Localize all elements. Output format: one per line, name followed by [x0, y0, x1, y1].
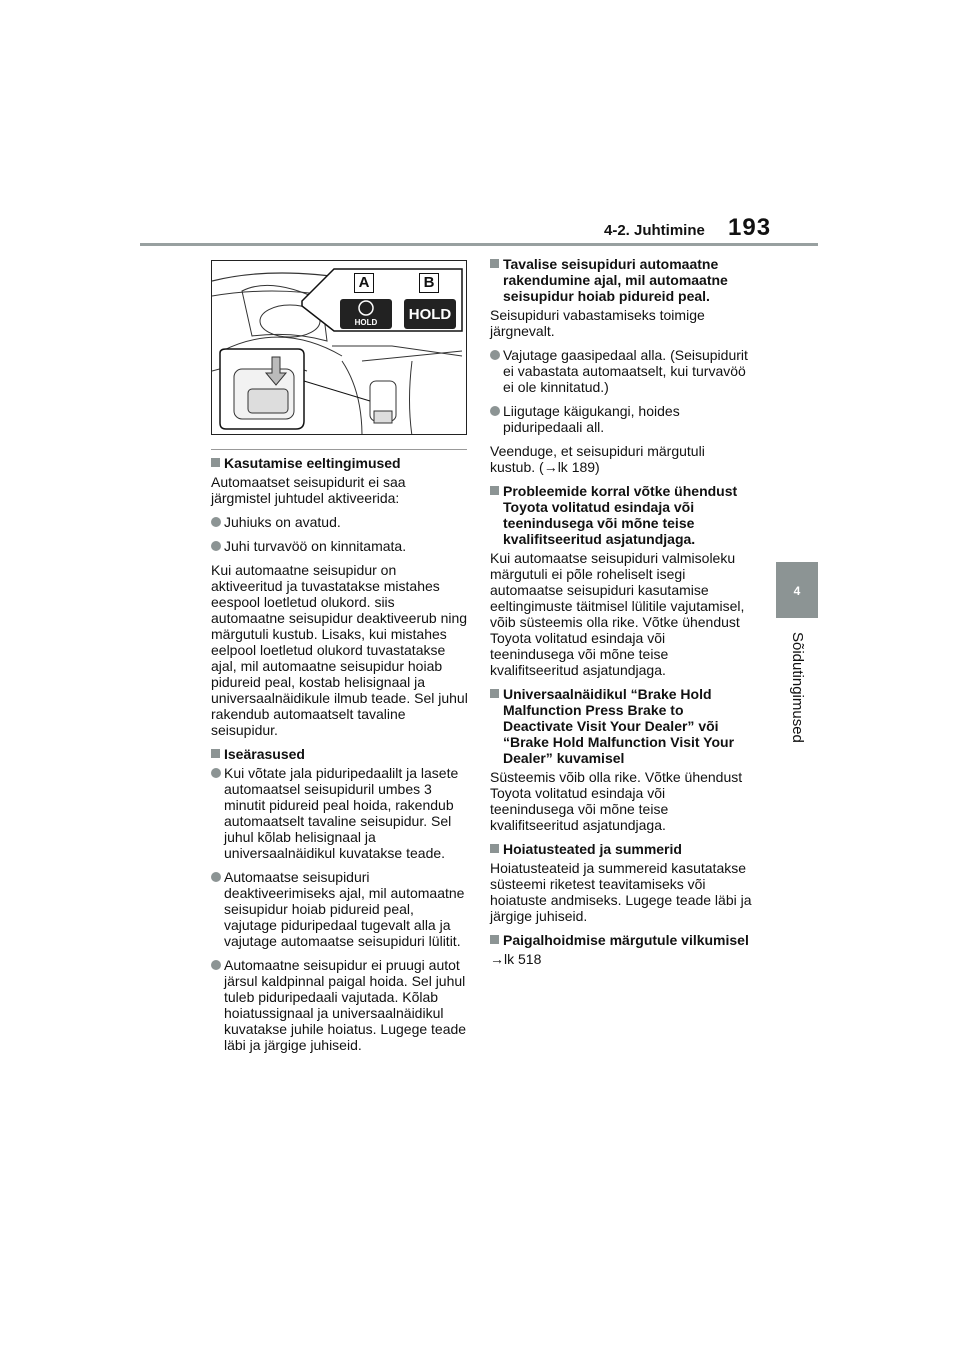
- paragraph: Hoiatusteateid ja summereid kasutatakse süsteemi riketest teavitamiseks või hoiatuste andmiseks. Lugege teade läbi ja järgige juhiseid.: [490, 860, 752, 924]
- heading-indicator-flashing: [490, 932, 752, 948]
- heading-prerequisites: [211, 455, 469, 471]
- paragraph: Kui automaatse seisupiduri valmisoleku märgutuli ei põle roheliselt isegi automaatse seisupiduri kasutamise eeltingimuste täitmisel lülitile vajutamisel, võib süsteemis olla rike. Võtke ühendust Toyota volitatud esindaja või teenindusega või mõne teise kvalifitseeritud asjatundjaga.: [490, 550, 745, 678]
- page-number: 193: [728, 214, 772, 241]
- bullet-text: Kui võtate jala piduripedaalilt ja lasete automaatsel seisupiduril umbes 3 minutit pidureid peal hoida, rakendub automaatselt tavaline seisupidur. Sel juhul kõlab helisignaal ja universaalnäidikul kuvatakse teade.: [224, 765, 459, 861]
- paragraph: Süsteemis võib olla rike. Võtke ühendust Toyota volitatud esindaja või teenindusega või mõne teise kvalifitseeritud asjatundjaga.: [490, 769, 743, 833]
- heading-text: Universaalnäidikul “Brake Hold Malfunction Press Brake to Deactivate Visit Your Dealer” või “Brake Hold Malfunction Visit Your Dealer” kuvamisel: [503, 686, 735, 766]
- label-b: B: [419, 273, 439, 293]
- paragraph: Seisupiduri vabastamiseks toimige järgnevalt.: [490, 307, 705, 339]
- bullet-item: [211, 538, 469, 554]
- heading-warnings: [490, 841, 752, 857]
- heading-text: Paigalhoidmise märgutule vilkumisel: [503, 932, 749, 948]
- paragraph: Automaatset seisupidurit ei saa järgmistel juhtudel aktiveerida:: [211, 474, 406, 506]
- page-reference: →lk 518: [490, 951, 542, 967]
- bullet-icon: [490, 350, 500, 360]
- section-title: 4-2. Juhtimine: [604, 222, 705, 239]
- bullet-item: [490, 403, 752, 435]
- right-column: [490, 256, 752, 975]
- bullet-item: [211, 957, 469, 1053]
- heading-text: Hoiatusteated ja summerid: [503, 841, 682, 857]
- bullet-icon: [211, 541, 221, 551]
- heading-malfunction-message: [490, 686, 752, 766]
- heading-text: Iseärasused: [224, 746, 305, 762]
- bullet-text: Liigutage käigukangi, hoides piduripedaali all.: [503, 403, 680, 435]
- brake-hold-illustration: [211, 260, 467, 435]
- bullet-item: [211, 765, 469, 861]
- hold-button-a: HOLD: [354, 318, 378, 327]
- chapter-label: Sõidutingimused: [789, 632, 806, 743]
- paragraph: Kui automaatne seisupidur on aktiveeritud ja tuvastatakse mistahes eespool loetletud olukord. siis automaatne seisupidur deaktiveerub ning märgutuli kustub. Lisaks, kui mistahes eelpool loetletud olukord tuvastatakse ajal, mil automaatne seisupidur hoiab pidureid peal, kostab helisignaal ja universaalnäidikule ilmub teade. Sel juhul rakendub automaatselt tavaline seisupidur.: [211, 562, 468, 738]
- bullet-text: Vajutage gaasipedaal alla. (Seisupidurit ei vabastata automaatselt, kui turvavöö ei ole kinnitatud.): [503, 347, 748, 395]
- heading-text: Tavalise seisupiduri automaatne rakendumine ajal, mil automaatne seisupidur hoiab pidureid peal.: [503, 256, 728, 304]
- paragraph: Veenduge, et seisupiduri märgutuli kustub. (→lk 189): [490, 443, 705, 475]
- left-column: [211, 455, 469, 1061]
- figure-divider: [211, 449, 467, 450]
- bullet-text: Automaatne seisupidur ei pruugi autot järsul kaldpinnal paigal hoida. Sel juhul tuleb piduripedaali vajutada. Kõlab hoiatussignaal ja universaalnäidikul kuvatakse juhile hoiatus. Lugege teade läbi ja järgige juhiseid.: [224, 957, 467, 1053]
- bullet-item: [490, 347, 752, 395]
- heading-text: Kasutamise eeltingimused: [224, 455, 401, 471]
- bullet-text: Juhi turvavöö on kinnitamata.: [224, 538, 407, 554]
- bullet-item: [211, 869, 469, 949]
- page-header: [0, 0, 960, 250]
- bullet-text: Juhiuks on avatud.: [224, 514, 341, 530]
- bullet-item: [211, 514, 469, 530]
- bullet-icon: [211, 872, 221, 882]
- bullet-icon: [211, 768, 221, 778]
- label-a: A: [354, 273, 374, 293]
- chapter-number: 4: [793, 584, 801, 598]
- bullet-icon: [211, 517, 221, 527]
- heading-peculiarities: [211, 746, 469, 762]
- heading-text: Probleemide korral võtke ühendust Toyota volitatud esindaja või teenindusega või mõne teise kvalifitseeritud asjatundjaga.: [503, 483, 738, 547]
- hold-button-b: HOLD: [408, 306, 452, 323]
- bullet-text: Automaatse seisupiduri deaktiveerimiseks ajal, mil automaatne seisupidur hoiab pidureid peal, vajutage piduripedaal tugevalt alla ja vajutage automaatse seisupiduri lülitit.: [224, 869, 465, 949]
- heading-contact-dealer: [490, 483, 752, 547]
- header-divider: [140, 243, 818, 246]
- heading-auto-parking: [490, 256, 752, 304]
- bullet-icon: [211, 960, 221, 970]
- chapter-tab: [776, 562, 818, 618]
- bullet-icon: [490, 406, 500, 416]
